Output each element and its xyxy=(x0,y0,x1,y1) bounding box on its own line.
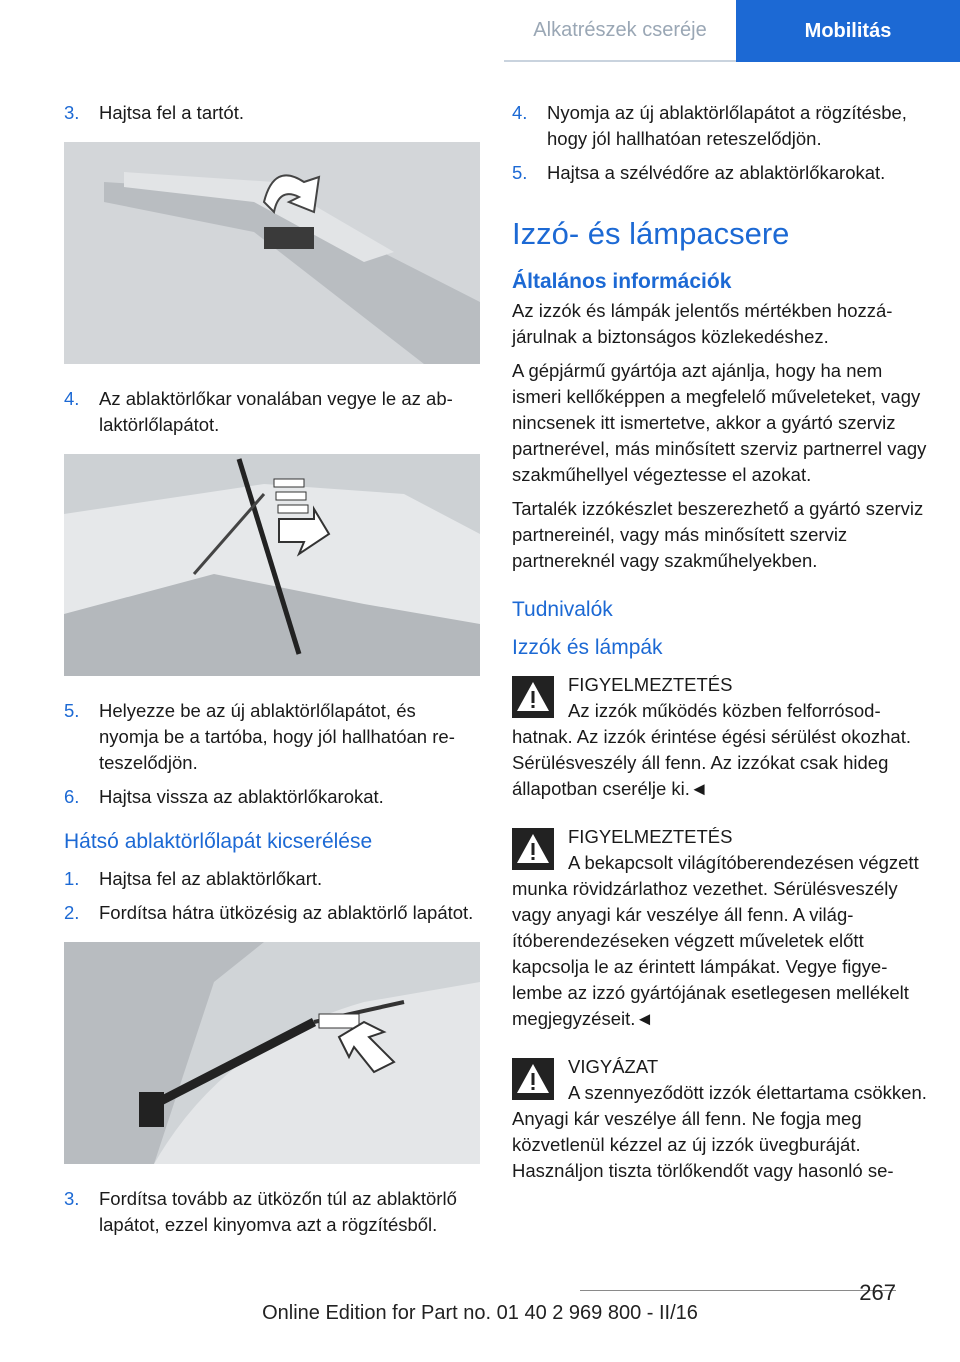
bulbs-heading: Izzók és lámpák xyxy=(512,636,663,659)
list-item xyxy=(512,160,928,186)
right-column xyxy=(512,100,928,1206)
step-text: Fordítsa hátra ütközésig az ablaktörlő lapátot. xyxy=(99,902,474,923)
list-item xyxy=(64,784,480,810)
warning-triangle-icon xyxy=(512,1058,554,1100)
step-text: Hajtsa fel az ablaktörlőkart. xyxy=(99,868,323,889)
footer-divider xyxy=(580,1290,896,1291)
notes-heading: Tudnivalók xyxy=(512,598,613,621)
section-title: Alkatrészek cseréje xyxy=(504,0,736,62)
warning-triangle-icon xyxy=(512,676,554,718)
paragraph: A gépjármű gyártója azt ajánlja, hogy ha nem ismeri kellőképpen a megfelelő műveleteket, vagy nincsenek itt ismertetve, akkor a gyártó szerviz partnerével, más minősített szerviz partnerrel vagy szakműhellyel végeztesse el azokat. xyxy=(512,360,927,485)
warning-text: Az izzók működés közben felforrósodhatnak. Az izzók érintése égési sérülést okozhat. Sérülésveszély áll fenn. Az izzókat csak hideg állapotban cserélje ki.◄ xyxy=(512,700,911,799)
list-item xyxy=(64,1186,480,1238)
warning-block xyxy=(512,672,928,802)
rear-wiper-heading: Hátsó ablaktörlőlapát kicserélése xyxy=(64,830,373,853)
warning-label: FIGYELMEZTETÉS xyxy=(568,826,733,847)
step-text: Hajtsa vissza az ablaktörlőkarokat. xyxy=(99,786,384,807)
step-number: 2. xyxy=(64,902,80,923)
step-text: Az ablaktörlőkar vonalában vegye le az ablaktörlőlapátot. xyxy=(99,388,453,435)
left-column xyxy=(64,100,480,1246)
step-text: Nyomja az új ablaktörlőlapátot a rögzítésbe, hogy jól hallhatóan reteszelődjön. xyxy=(547,102,907,149)
step-text: Helyezze be az új ablaktörlőlapátot, és nyomja be a tartóba, hogy jól hallhatóan reteszelődjön. xyxy=(99,700,455,773)
step-number: 3. xyxy=(64,1188,80,1209)
warning-block xyxy=(512,824,928,1032)
section-heading: Izzó- és lámpacsere xyxy=(512,216,790,251)
paragraph: Tartalék izzókészlet beszerezhető a gyártó szerviz partnereinél, vagy más minősített szerviz partnereknél vagy szakműhelyekben. xyxy=(512,498,924,571)
list-item xyxy=(64,866,480,892)
edition-text: Online Edition for Part no. 01 40 2 969 800 - II/16 xyxy=(262,1302,698,1324)
caution-label: VIGYÁZAT xyxy=(568,1056,659,1077)
step-number: 5. xyxy=(64,700,80,721)
warning-label: FIGYELMEZTETÉS xyxy=(568,674,733,695)
step-number: 5. xyxy=(512,162,528,183)
page-number: 267 xyxy=(859,1280,896,1305)
step-number: 6. xyxy=(64,786,80,807)
list-item xyxy=(64,698,480,776)
paragraph: Az izzók és lámpák jelentős mértékben hozzájárulnak a biztonságos közlekedéshez. xyxy=(512,300,893,347)
step-text: Hajtsa fel a tartót. xyxy=(99,102,244,123)
list-item xyxy=(64,100,480,126)
chapter-tab: Mobilitás xyxy=(736,0,960,62)
warning-triangle-icon xyxy=(512,828,554,870)
list-item xyxy=(64,386,480,438)
step-number: 4. xyxy=(64,388,80,409)
wiper-holder-image xyxy=(64,142,480,364)
step-text: Fordítsa tovább az ütközőn túl az ablaktörlő lapátot, ezzel kinyomva azt a rögzítésből. xyxy=(99,1188,457,1235)
step-number: 3. xyxy=(64,102,80,123)
caution-block xyxy=(512,1054,928,1184)
page-header xyxy=(504,0,960,62)
subsection-heading: Általános információk xyxy=(512,270,732,293)
windshield-wiper-image xyxy=(64,454,480,676)
list-item xyxy=(64,900,480,926)
page-footer xyxy=(0,1280,960,1340)
warning-text: A bekapcsolt világítóberendezésen végzett munka rövidzárlathoz vezethet. Sérülésveszély vagy anyagi kár veszélye áll fenn. A világítóberendezéseken végzett műveletek előtt kapcsolja le az érintett lámpákat. Vegye figyelembe az izzó gyártójának esetlegesen mellékelt megjegyzéseit.◄ xyxy=(512,852,919,1029)
caution-text: A szennyeződött izzók élettartama csökken. Anyagi kár veszélye áll fenn. Ne fogja meg közvetlenül kézzel az új izzók üvegburáját. Használjon tiszta törlőkendőt vagy hasonló se- xyxy=(512,1082,927,1181)
rear-wiper-image xyxy=(64,942,480,1164)
step-text: Hajtsa a szélvédőre az ablaktörlőkarokat. xyxy=(547,162,886,183)
list-item xyxy=(512,100,928,152)
step-number: 1. xyxy=(64,868,80,889)
step-number: 4. xyxy=(512,102,528,123)
